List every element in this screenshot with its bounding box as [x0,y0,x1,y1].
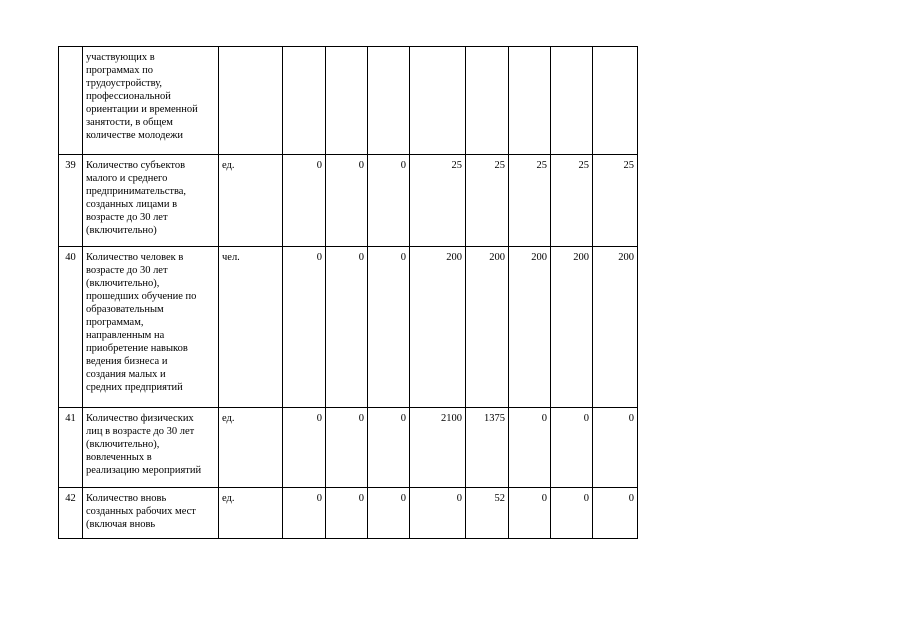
row-number: 41 [59,408,83,488]
value-cell: 200 [466,247,509,408]
indicator-name: Количество субъектов малого и среднего предпринимательства, созданных лицами в возрасте до 30 лет (включительно) [83,155,219,247]
value-cell [326,47,368,155]
value-cell: 0 [410,488,466,539]
unit-cell: ед. [219,408,283,488]
value-cell: 0 [551,488,593,539]
value-cell: 25 [410,155,466,247]
value-cell: 0 [509,408,551,488]
value-cell: 0 [593,488,638,539]
indicator-name: Количество вновь созданных рабочих мест (включая вновь [83,488,219,539]
value-cell: 0 [368,155,410,247]
value-cell: 0 [326,408,368,488]
unit-cell: чел. [219,247,283,408]
table-row [59,488,638,539]
indicator-name: Количество человек в возрасте до 30 лет (включительно), прошедших обучение по образовательным программам, направленным на приобретение навыков ведения бизнеса и создания малых и средних предприятий [83,247,219,408]
value-cell: 25 [551,155,593,247]
value-cell: 200 [593,247,638,408]
unit-cell [219,47,283,155]
value-cell: 0 [593,408,638,488]
value-cell: 25 [593,155,638,247]
value-cell: 25 [509,155,551,247]
unit-cell: ед. [219,155,283,247]
value-cell: 0 [326,155,368,247]
value-cell: 0 [551,408,593,488]
unit-cell: ед. [219,488,283,539]
value-cell [410,47,466,155]
value-cell [593,47,638,155]
value-cell: 0 [368,408,410,488]
value-cell: 200 [509,247,551,408]
indicator-name: участвующих в программах по трудоустройству, профессиональной ориентации и временной занятости, в общем количестве молодежи [83,47,219,155]
value-cell: 2100 [410,408,466,488]
value-cell: 0 [368,247,410,408]
value-cell: 200 [551,247,593,408]
value-cell: 0 [283,247,326,408]
value-cell: 0 [368,488,410,539]
value-cell: 52 [466,488,509,539]
row-number: 42 [59,488,83,539]
value-cell [509,47,551,155]
indicator-name: Количество физических лиц в возрасте до 30 лет (включительно), вовлеченных в реализацию мероприятий [83,408,219,488]
value-cell: 25 [466,155,509,247]
value-cell [551,47,593,155]
value-cell: 0 [283,408,326,488]
value-cell: 0 [326,488,368,539]
value-cell: 0 [326,247,368,408]
row-number [59,47,83,155]
value-cell [368,47,410,155]
value-cell [466,47,509,155]
value-cell: 0 [509,488,551,539]
table-row [59,408,638,488]
value-cell: 0 [283,155,326,247]
table-row [59,247,638,408]
value-cell: 1375 [466,408,509,488]
row-number: 40 [59,247,83,408]
table-row [59,47,638,155]
value-cell: 200 [410,247,466,408]
table-row [59,155,638,247]
row-number: 39 [59,155,83,247]
value-cell: 0 [283,488,326,539]
indicators-table [58,46,638,539]
value-cell [283,47,326,155]
